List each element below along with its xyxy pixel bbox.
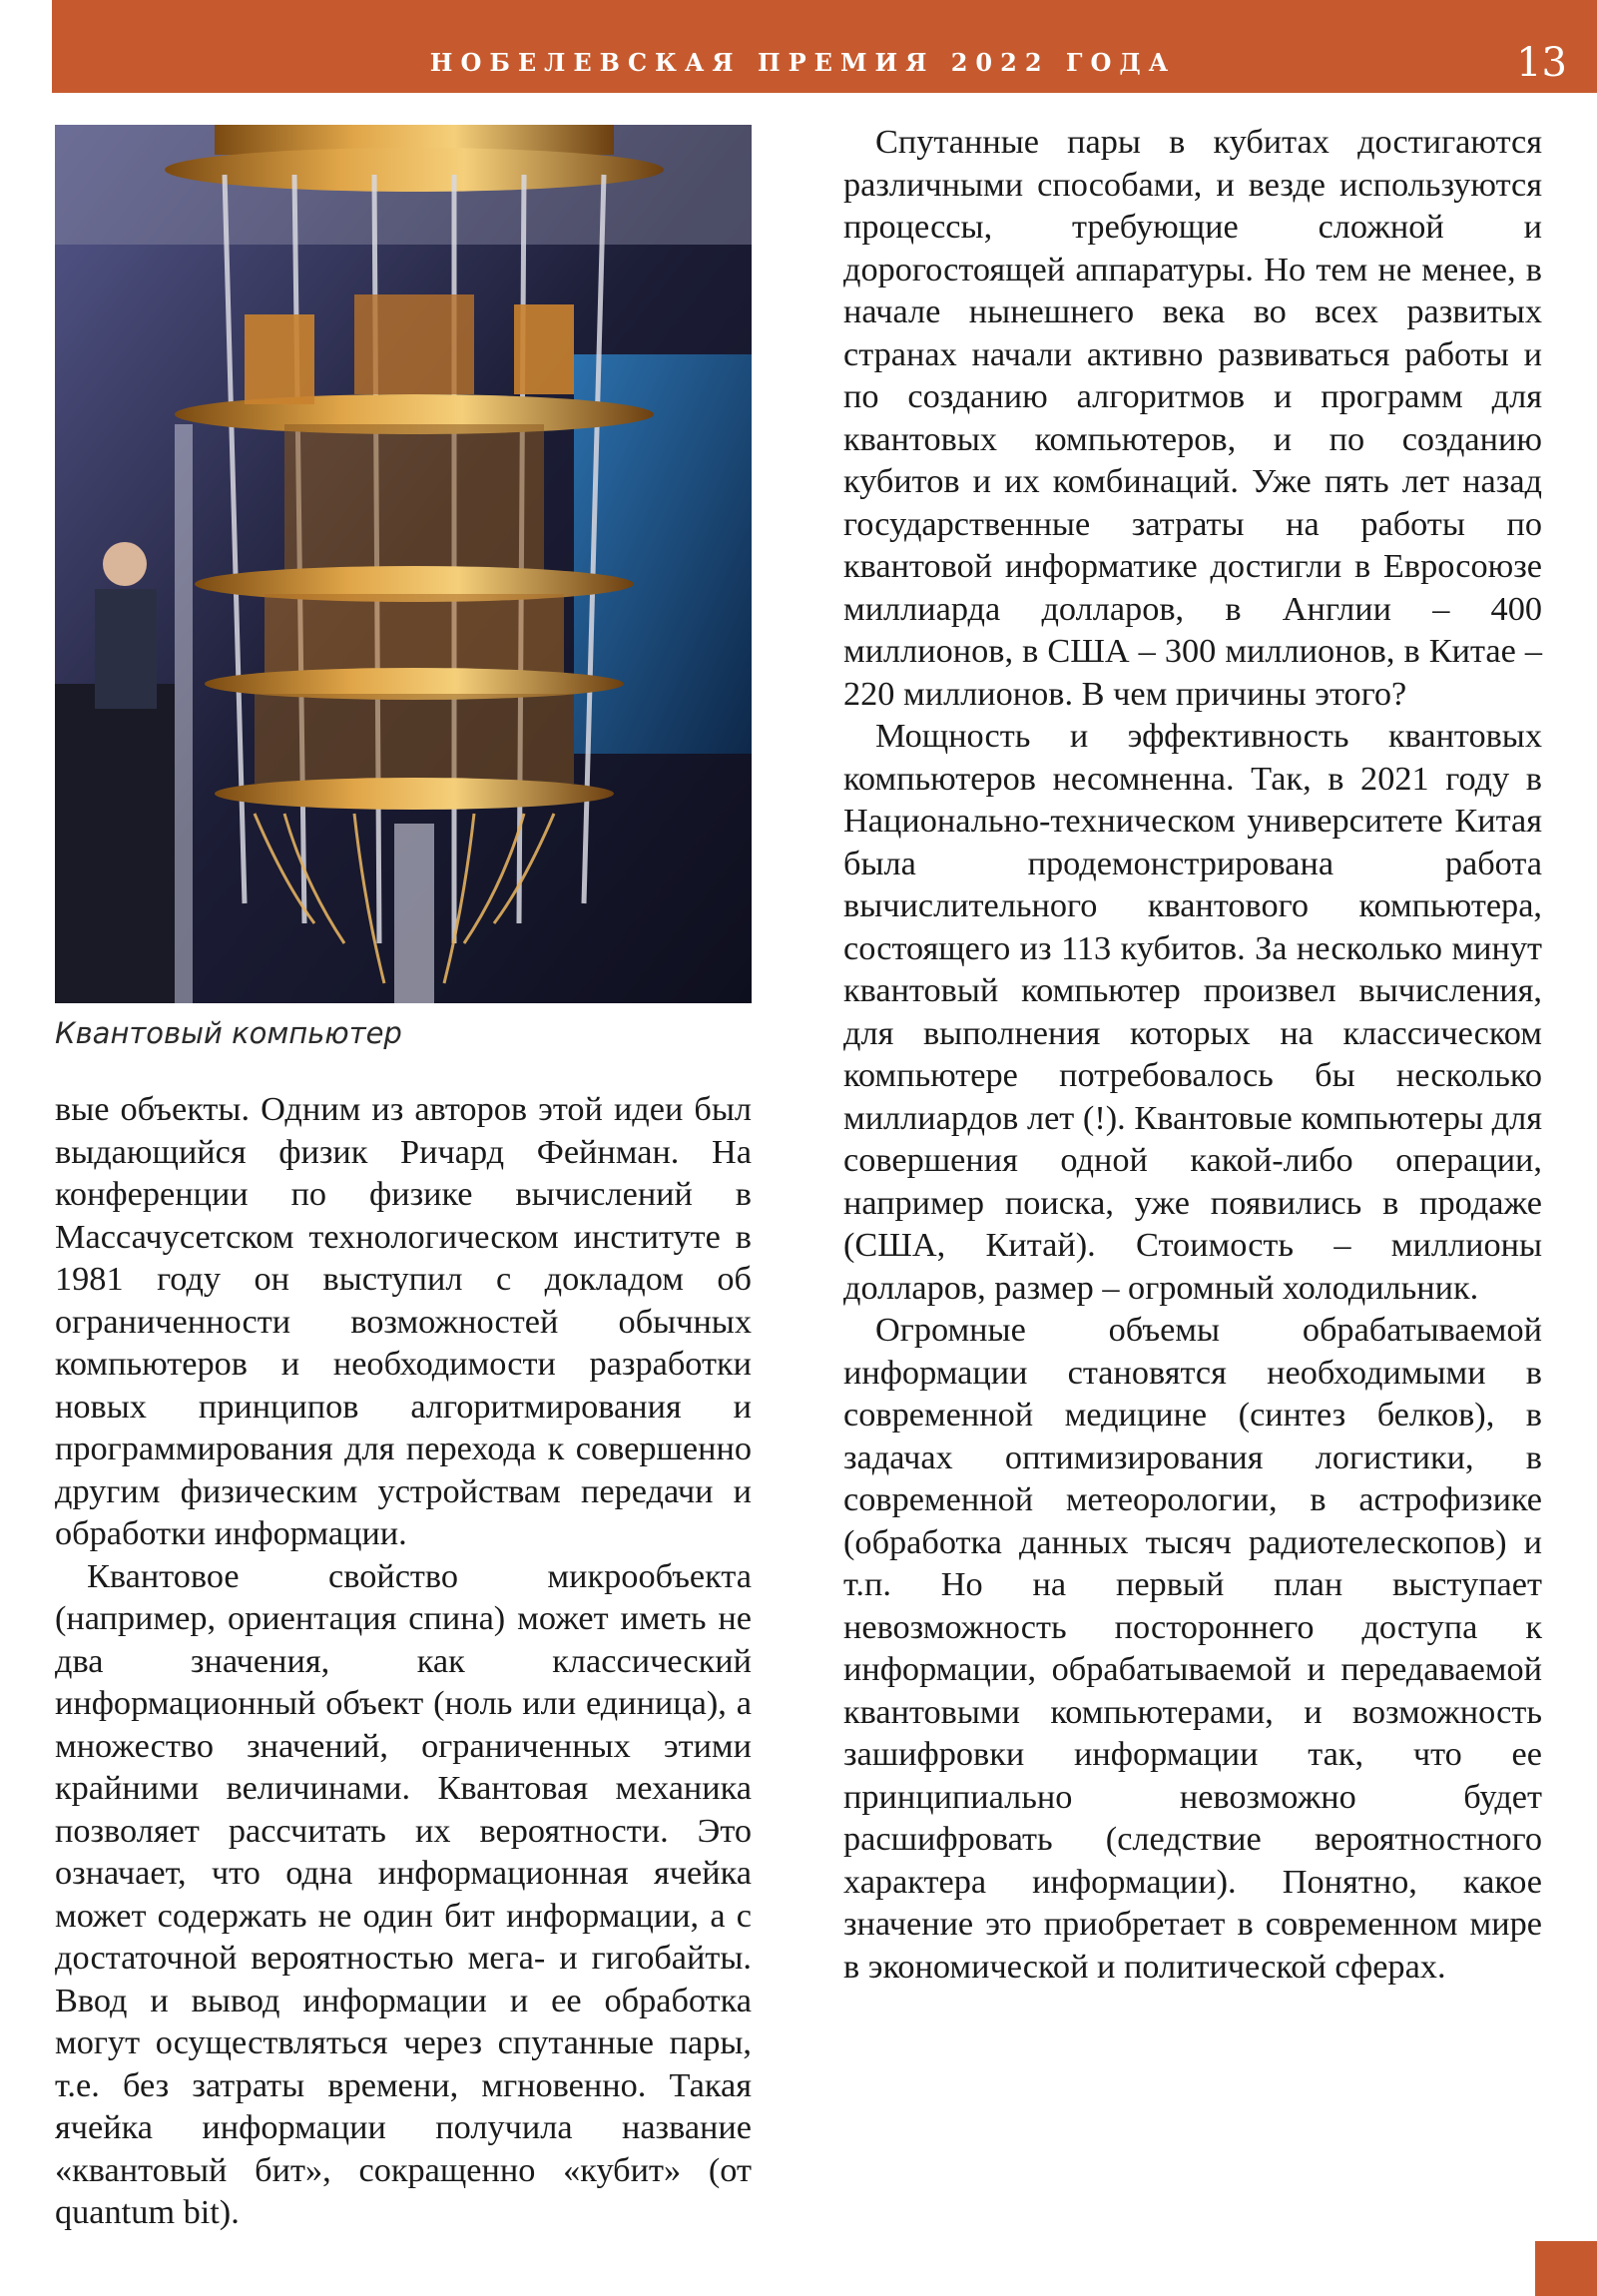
quantum-computer-illustration: [55, 125, 752, 1003]
paragraph: Квантовое свойство микрообъекта (например, ориентация спина) может иметь не два значения, как классический информационный объект (ноль или единица), а множество значений, ограниченных этими крайними величинами. Квантовая механика позволяет рассчитать их вероятности. Это означает, что одна информационная ячейка может содержать не один бит информации, а с достаточной вероятностью мега- и гигобайты. Ввод и вывод информации и ее обработка могут осуществляться через спутанные пары, т.е. без затраты времени, мгновенно. Такая ячейка информации получила название «квантовый бит», сокращенно «кубит» (от quantum bit).: [55, 1556, 752, 2231]
paragraph: вые объекты. Одним из авторов этой идеи был выдающийся физик Ричард Фейнман. На конференции по физике вычислений в Массачусетском технологическом институте в 1981 году он выступил с докладом об ограниченности возможностей обычных компьютеров и необходимости разработки новых принципов алгоритмирования и программирования для перехода к совершенно другим физическим устройствам передачи и обработки информации.: [55, 1090, 752, 1552]
quantum-computer-photo: [55, 125, 752, 1003]
figure-caption: Квантовый компьютер: [55, 1016, 402, 1050]
paragraph: Мощность и эффективность квантовых компьютеров несомненна. Так, в 2021 году в Национально-техническом университете Китая была продемонстрирована работа вычислительного квантового компьютера, состоящего из 113 кубитов. За несколько минут квантовый компьютер произвел вычисления, для выполнения которых на классическом компьютере потребовалось бы несколько миллиардов лет (!). Квантовые компьютеры для совершения одной какой-либо операции, например поиска, уже появились в продаже (США, Китай). Стоимость – миллионы долларов, размер – огромный холодильник.: [843, 717, 1542, 1307]
paragraph: Спутанные пары в кубитах достигаются различными способами, и везде используются процессы, требующие сложной и дорогостоящей аппаратуры. Но тем не менее, в начале нынешнего века во всех развитых странах начали активно развиваться работы и по созданию алгоритмов и программ для квантовых компьютеров, и по созданию кубитов и их комбинаций. Уже пять лет назад государственные затраты на работы по квантовой информатике достигли в Евросоюзе миллиарда долларов, в Англии – 400 миллионов, в США – 300 миллионов, в Китае – 220 миллионов. В чем причины этого?: [843, 123, 1542, 713]
header-bar: [52, 0, 1597, 93]
paragraph: Огромные объемы обрабатываемой информации становятся необходимыми в современной медицине (синтез белков), в задачах оптимизирования логистики, в современной метеорологии, в астрофизике (обработка данных тысяч радиотелескопов) и т.п. Но на первый план выступает невозможность постороннего доступа к информации, обрабатываемой и передаваемой квантовыми компьютерами, и возможность зашифровки информации так, что ее принципиально невозможно будет расшифровать (следствие вероятностного характера информации). Понятно, какое значение это приобретает в современном мире в экономической и политической сферах.: [843, 1311, 1542, 1986]
left-column: [55, 1088, 752, 2234]
corner-accent-block: [1535, 2241, 1597, 2296]
page-number: 13: [1516, 40, 1567, 86]
right-column: [843, 121, 1542, 1988]
running-header-title: НОБЕЛЕВСКАЯ ПРЕМИЯ 2022 ГОДА: [429, 48, 1177, 77]
